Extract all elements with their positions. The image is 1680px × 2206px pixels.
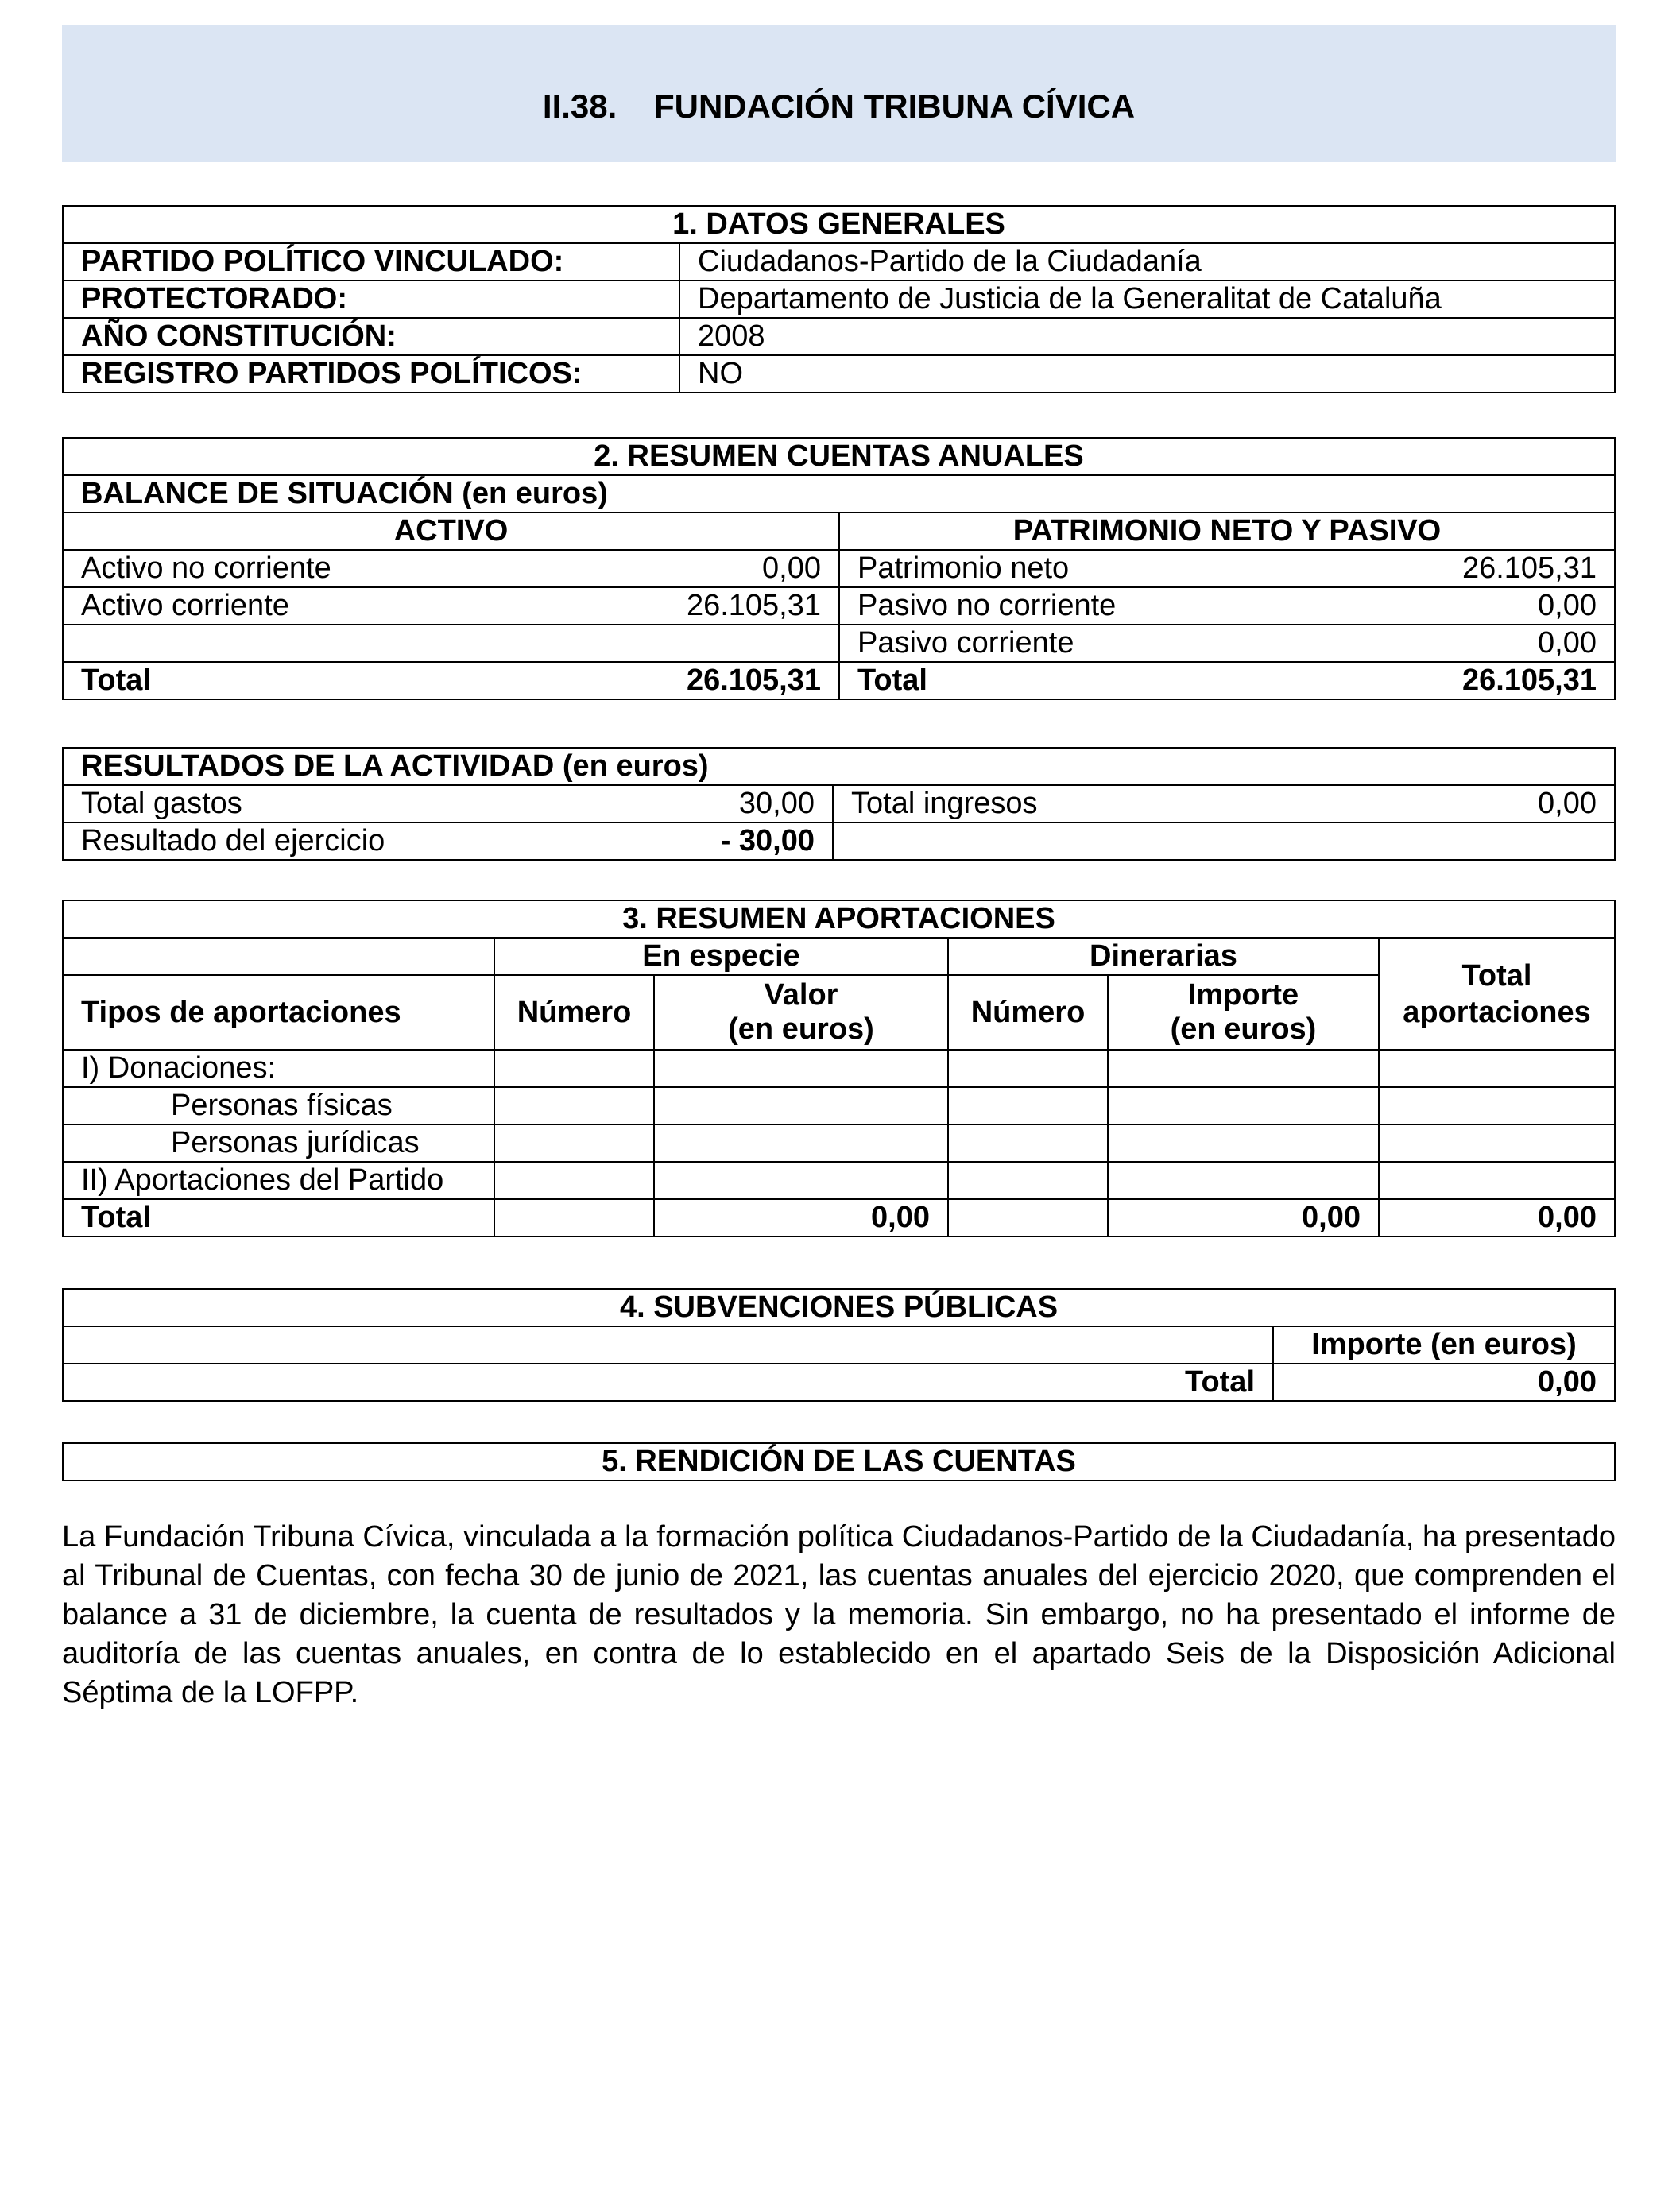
personas-fisicas-label: Personas físicas xyxy=(63,1087,494,1124)
protectorado-label: PROTECTORADO: xyxy=(63,281,679,318)
total-gastos-label: Total gastos xyxy=(63,785,640,822)
aportaciones-partido-label: II) Aportaciones del Partido xyxy=(63,1162,494,1199)
total-aportaciones-value: 0,00 xyxy=(1379,1199,1615,1237)
pasivo-total-value: 26.105,31 xyxy=(1319,662,1615,699)
pasivo-total-label: Total xyxy=(839,662,1319,699)
table-row xyxy=(63,1124,1615,1162)
activo-total-value: 26.105,31 xyxy=(640,662,839,699)
resultado-ejercicio-label: Resultado del ejercicio xyxy=(63,822,640,860)
valor-header-line2: (en euros) xyxy=(728,1012,874,1046)
activo-value: 26.105,31 xyxy=(640,587,839,625)
aportaciones-table xyxy=(62,900,1616,1237)
personas-juridicas-label: Personas jurídicas xyxy=(63,1124,494,1162)
table-row xyxy=(63,243,1615,281)
subvenciones-table xyxy=(62,1288,1616,1402)
dinerarias-header: Dinerarias xyxy=(948,938,1379,975)
valor-total: 0,00 xyxy=(654,1199,948,1237)
activo-label xyxy=(63,625,640,662)
partido-value: Ciudadanos-Partido de la Ciudadanía xyxy=(679,243,1615,281)
table-row xyxy=(63,355,1615,393)
datos-generales-table xyxy=(62,205,1616,393)
balance-title: BALANCE DE SITUACIÓN (en euros) xyxy=(63,475,1615,513)
total-gastos-value: 30,00 xyxy=(640,785,833,822)
donaciones-label: I) Donaciones: xyxy=(63,1050,494,1087)
ano-constitucion-value: 2008 xyxy=(679,318,1615,355)
table-row xyxy=(63,281,1615,318)
activo-header: ACTIVO xyxy=(63,513,839,550)
subvenciones-total-label: Total xyxy=(63,1364,1273,1401)
activo-label: Activo no corriente xyxy=(63,550,640,587)
cuentas-anuales-table xyxy=(62,437,1616,700)
resultado-ejercicio-value: - 30,00 xyxy=(640,822,833,860)
importe-total: 0,00 xyxy=(1108,1199,1379,1237)
table-row-total xyxy=(63,662,1615,699)
subvenciones-total-value: 0,00 xyxy=(1273,1364,1615,1401)
numero-dinerarias-header: Número xyxy=(948,975,1108,1050)
aportaciones-title: 3. RESUMEN APORTACIONES xyxy=(63,900,1615,938)
table-row xyxy=(63,1087,1615,1124)
pasivo-value: 0,00 xyxy=(1319,625,1615,662)
pasivo-label: Pasivo no corriente xyxy=(839,587,1319,625)
cuentas-anuales-title: 2. RESUMEN CUENTAS ANUALES xyxy=(63,438,1615,475)
rendicion-table xyxy=(62,1442,1616,1481)
pasivo-label: Patrimonio neto xyxy=(839,550,1319,587)
pasivo-value: 0,00 xyxy=(1319,587,1615,625)
pasivo-header: PATRIMONIO NETO Y PASIVO xyxy=(839,513,1615,550)
rendicion-title: 5. RENDICIÓN DE LAS CUENTAS xyxy=(63,1443,1615,1480)
table-row-total xyxy=(63,1199,1615,1237)
empty-cell xyxy=(63,938,494,975)
subvenciones-title: 4. SUBVENCIONES PÚBLICAS xyxy=(63,1289,1615,1326)
activo-value: 0,00 xyxy=(640,550,839,587)
rendicion-paragraph: La Fundación Tribuna Cívica, vinculada a la formación política Ciudadanos-Partido de la Ciudadanía, ha presentado al Tribunal de Cuentas, con fecha 30 de junio de 2021, las cuentas anuales del ejercicio 2020, que comprenden el balance a 31 de diciembre, la cuenta de resultados y la memoria. Sin embargo, no ha presentado el informe de auditoría de las cuentas anuales, en contra de lo establecido en el apartado Seis de la Disposición Adicional Séptima de la LOFPP. xyxy=(62,1520,1616,1709)
pasivo-value: 26.105,31 xyxy=(1319,550,1615,587)
table-row xyxy=(63,1162,1615,1199)
resultados-table xyxy=(62,747,1616,861)
table-row xyxy=(63,822,1615,860)
total-ingresos-value: 0,00 xyxy=(1319,785,1615,822)
protectorado-value: Departamento de Justicia de la Generalitat de Cataluña xyxy=(679,281,1615,318)
table-row xyxy=(63,625,1615,662)
empty-cell xyxy=(833,822,1615,860)
valor-header-line1: Valor xyxy=(764,978,838,1012)
table-row xyxy=(63,587,1615,625)
tipos-aportaciones-header: Tipos de aportaciones xyxy=(63,975,494,1050)
table-row xyxy=(63,318,1615,355)
aportaciones-total-label: Total xyxy=(63,1199,494,1237)
pasivo-label: Pasivo corriente xyxy=(839,625,1319,662)
total-ingresos-label: Total ingresos xyxy=(833,785,1319,822)
valor-header xyxy=(654,975,948,1050)
table-row-total xyxy=(63,1364,1615,1401)
table-row xyxy=(63,550,1615,587)
total-aportaciones-header: Total aportaciones xyxy=(1379,938,1615,1050)
section-heading-banner xyxy=(62,25,1616,162)
importe-header-line2: (en euros) xyxy=(1170,1012,1317,1046)
importe-header xyxy=(1108,975,1379,1050)
activo-value xyxy=(640,625,839,662)
activo-label: Activo corriente xyxy=(63,587,640,625)
importe-euros-header: Importe (en euros) xyxy=(1273,1326,1615,1364)
importe-header-line1: Importe xyxy=(1187,978,1299,1012)
section-heading-title: II.38. FUNDACIÓN TRIBUNA CÍVICA xyxy=(542,87,1136,125)
ano-constitucion-label: AÑO CONSTITUCIÓN: xyxy=(63,318,679,355)
datos-generales-title: 1. DATOS GENERALES xyxy=(63,206,1615,243)
activo-total-label: Total xyxy=(63,662,640,699)
resultados-title: RESULTADOS DE LA ACTIVIDAD (en euros) xyxy=(63,748,1615,785)
registro-label: REGISTRO PARTIDOS POLÍTICOS: xyxy=(63,355,679,393)
en-especie-header: En especie xyxy=(494,938,948,975)
numero-especie-header: Número xyxy=(494,975,654,1050)
registro-value: NO xyxy=(679,355,1615,393)
table-row xyxy=(63,1050,1615,1087)
empty-cell xyxy=(63,1326,1273,1364)
table-row xyxy=(63,785,1615,822)
partido-label: PARTIDO POLÍTICO VINCULADO: xyxy=(63,243,679,281)
